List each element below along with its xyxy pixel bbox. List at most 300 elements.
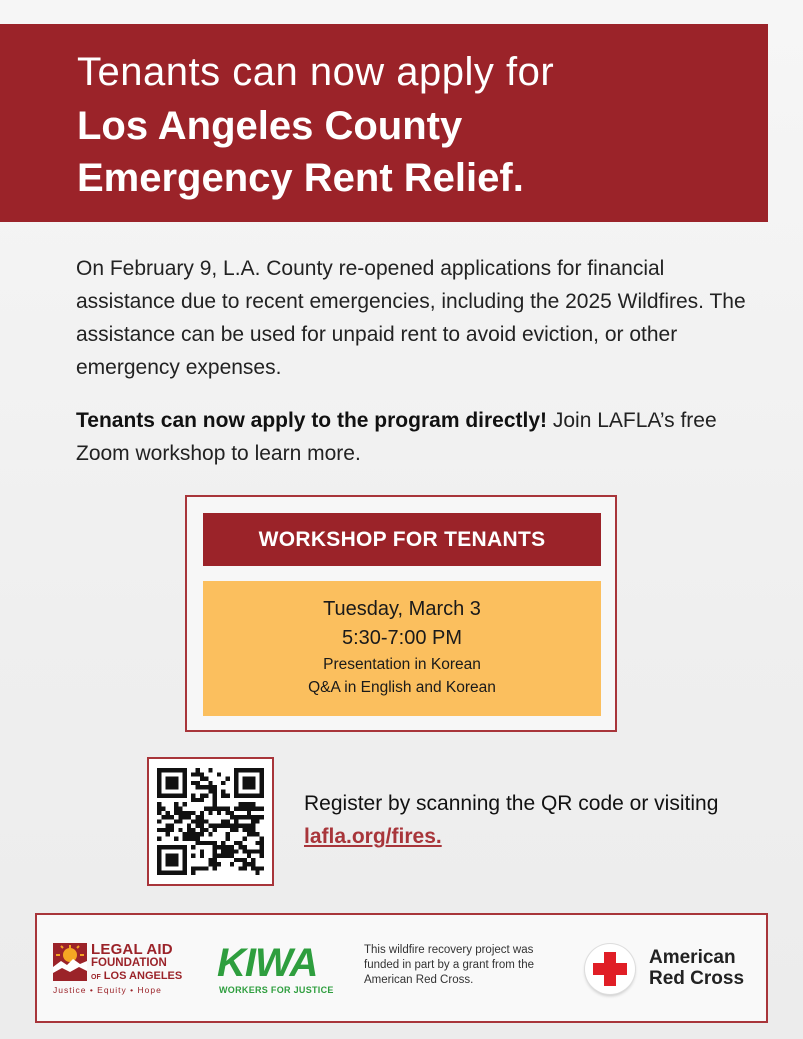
qr-module: [247, 854, 251, 858]
qr-module: [191, 819, 195, 823]
qr-module: [200, 777, 204, 781]
qr-module: [183, 768, 187, 772]
title-line-2: Los Angeles County: [77, 104, 463, 148]
qr-module: [230, 828, 234, 832]
qr-module: [196, 815, 200, 819]
qr-module: [183, 836, 187, 840]
qr-module: [230, 845, 234, 849]
qr-module: [170, 768, 174, 772]
qr-module: [196, 781, 200, 785]
qr-module: [260, 772, 264, 776]
workshop-header: WORKSHOP FOR TENANTS: [203, 513, 601, 566]
qr-module: [221, 824, 225, 828]
qr-module: [196, 785, 200, 789]
qr-module: [255, 841, 259, 845]
qr-module: [170, 871, 174, 875]
qr-module: [157, 854, 161, 858]
qr-module: [260, 777, 264, 781]
qr-module: [191, 794, 195, 798]
qr-module: [178, 815, 182, 819]
qr-module: [225, 819, 229, 823]
qr-module: [243, 845, 247, 849]
qr-module: [260, 768, 264, 772]
qr-module: [221, 845, 225, 849]
qr-module: [166, 768, 170, 772]
qr-module: [225, 845, 229, 849]
workshop-details: [203, 581, 601, 716]
qr-module: [243, 858, 247, 862]
qr-module: [213, 794, 217, 798]
qr-module: [157, 811, 161, 815]
qr-module: [187, 811, 191, 815]
qr-module: [178, 807, 182, 811]
qr-module: [183, 789, 187, 793]
qr-module: [243, 836, 247, 840]
qr-module: [187, 832, 191, 836]
qr-module: [213, 785, 217, 789]
workshop-time: 5:30-7:00 PM: [341, 627, 463, 649]
qr-module: [166, 811, 170, 815]
qr-module: [161, 794, 165, 798]
qr-module: [234, 794, 238, 798]
qr-module: [196, 832, 200, 836]
qr-module: [243, 794, 247, 798]
qr-module: [191, 836, 195, 840]
qr-module: [204, 841, 208, 845]
qr-module: [247, 794, 251, 798]
qr-module: [255, 815, 259, 819]
qr-module: [247, 828, 251, 832]
sponsor-footer: [35, 913, 768, 1023]
qr-module: [204, 828, 208, 832]
qr-module: [213, 802, 217, 806]
qr-module: [247, 781, 251, 785]
qr-module: [247, 807, 251, 811]
qr-module: [247, 777, 251, 781]
qr-module: [251, 815, 255, 819]
qr-module: [238, 802, 242, 806]
qr-module: [243, 768, 247, 772]
qr-module: [255, 807, 259, 811]
qr-module: [183, 777, 187, 781]
qr-module: [230, 811, 234, 815]
qr-module: [191, 871, 195, 875]
qr-module: [251, 828, 255, 832]
qr-module: [200, 832, 204, 836]
qr-module: [255, 794, 259, 798]
lafla-name-line-1: LEGAL AID: [91, 941, 173, 958]
qr-module: [166, 845, 170, 849]
title-banner: [0, 24, 768, 222]
qr-module: [243, 849, 247, 853]
red-cross-symbol: [585, 944, 635, 994]
qr-module: [238, 845, 242, 849]
qr-module: [170, 815, 174, 819]
qr-module: [255, 866, 259, 870]
qr-module: [213, 854, 217, 858]
qr-module: [213, 841, 217, 845]
cta-bold: Tenants can now apply to the program directly!: [76, 409, 548, 432]
qr-module: [238, 807, 242, 811]
qr-module: [170, 785, 174, 789]
qr-module: [200, 849, 204, 853]
qr-module: [166, 832, 170, 836]
qr-module: [260, 845, 264, 849]
qr-module: [234, 785, 238, 789]
qr-module: [191, 781, 195, 785]
register-instructions: Register by scanning the QR code or visiting: [304, 792, 719, 815]
qr-module: [225, 849, 229, 853]
qr-module: [157, 794, 161, 798]
qr-module: [183, 862, 187, 866]
qr-module: [238, 841, 242, 845]
qr-module: [260, 866, 264, 870]
qr-module: [213, 828, 217, 832]
qr-module: [208, 768, 212, 772]
qr-module: [200, 866, 204, 870]
qr-module: [183, 785, 187, 789]
qr-module: [243, 802, 247, 806]
qr-module: [243, 862, 247, 866]
qr-module: [204, 819, 208, 823]
qr-module: [157, 828, 161, 832]
qr-module: [217, 807, 221, 811]
qr-module: [251, 858, 255, 862]
workshop-date: Tuesday, March 3: [323, 598, 481, 620]
qr-module: [208, 832, 212, 836]
lafla-logo: [53, 939, 203, 999]
qr-module: [234, 824, 238, 828]
qr-module: [251, 849, 255, 853]
qr-module: [157, 866, 161, 870]
qr-module: [251, 768, 255, 772]
qr-module: [238, 768, 242, 772]
qr-module: [174, 794, 178, 798]
qr-module: [178, 811, 182, 815]
qr-module: [174, 845, 178, 849]
qr-module: [225, 794, 229, 798]
qr-module: [243, 781, 247, 785]
kiwa-name: KIWA: [217, 941, 318, 985]
qr-module: [251, 807, 255, 811]
qr-module: [208, 807, 212, 811]
qr-module: [183, 811, 187, 815]
funding-note: This wildfire recovery project was funded in part by a grant from the American Red Cross.: [364, 944, 535, 986]
qr-module: [178, 828, 182, 832]
register-text: [304, 787, 724, 853]
qr-module: [166, 871, 170, 875]
lafla-tagline: Justice • Equity • Hope: [53, 985, 162, 995]
title-line-3: Emergency Rent Relief.: [77, 156, 524, 200]
qr-module: [157, 785, 161, 789]
qr-module: [251, 794, 255, 798]
qr-module: [191, 866, 195, 870]
qr-module: [243, 807, 247, 811]
qr-module: [157, 777, 161, 781]
qr-module: [251, 819, 255, 823]
qr-module: [200, 811, 204, 815]
qr-module: [183, 871, 187, 875]
qr-module: [178, 845, 182, 849]
qr-module: [170, 794, 174, 798]
qr-module: [234, 781, 238, 785]
qr-module: [243, 824, 247, 828]
qr-module: [238, 866, 242, 870]
qr-module: [157, 789, 161, 793]
qr-module: [174, 785, 178, 789]
qr-module: [161, 815, 165, 819]
qr-module: [234, 815, 238, 819]
qr-module: [251, 785, 255, 789]
qr-module: [200, 819, 204, 823]
qr-module: [196, 772, 200, 776]
qr-module: [234, 819, 238, 823]
qr-module: [183, 832, 187, 836]
qr-module: [213, 824, 217, 828]
qr-module: [208, 824, 212, 828]
qr-module: [213, 849, 217, 853]
qr-module: [251, 824, 255, 828]
qr-module: [204, 866, 208, 870]
qr-module: [221, 781, 225, 785]
qr-module: [174, 836, 178, 840]
qr-module: [170, 824, 174, 828]
qr-module: [255, 819, 259, 823]
qr-module: [174, 811, 178, 815]
qr-module: [174, 802, 178, 806]
qr-module: [191, 811, 195, 815]
lafla-los-angeles: LOS ANGELES: [103, 970, 183, 982]
qr-module: [157, 772, 161, 776]
kiwa-tagline: WORKERS FOR JUSTICE: [219, 985, 334, 995]
qr-module: [191, 832, 195, 836]
qr-module: [174, 781, 178, 785]
qr-module: [255, 849, 259, 853]
qr-module: [251, 862, 255, 866]
qr-module: [247, 785, 251, 789]
qr-module: [200, 824, 204, 828]
qr-module: [208, 785, 212, 789]
qr-module: [238, 858, 242, 862]
qr-module: [260, 815, 264, 819]
qr-module: [255, 768, 259, 772]
qr-module: [187, 824, 191, 828]
qr-module: [174, 871, 178, 875]
qr-module: [183, 815, 187, 819]
qr-module: [221, 841, 225, 845]
qr-module: [221, 819, 225, 823]
qr-module: [260, 841, 264, 845]
qr-module: [204, 794, 208, 798]
qr-module: [161, 871, 165, 875]
qr-module: [260, 785, 264, 789]
qr-module: [243, 828, 247, 832]
qr-module: [251, 802, 255, 806]
qr-module: [230, 815, 234, 819]
qr-module: [170, 781, 174, 785]
qr-module: [208, 858, 212, 862]
register-link[interactable]: lafla.org/fires.: [304, 825, 442, 848]
qr-module: [230, 824, 234, 828]
qr-module: [225, 811, 229, 815]
qr-module: [174, 858, 178, 862]
lafla-logo-icon: [53, 943, 87, 981]
qr-module: [247, 768, 251, 772]
qr-module: [183, 866, 187, 870]
qr-module: [247, 815, 251, 819]
qr-module: [196, 768, 200, 772]
qr-module: [234, 858, 238, 862]
qr-module: [230, 854, 234, 858]
qr-module: [225, 832, 229, 836]
qr-module: [204, 785, 208, 789]
qr-module: [196, 841, 200, 845]
qr-module: [243, 866, 247, 870]
qr-module: [157, 807, 161, 811]
qr-module: [225, 777, 229, 781]
qr-module: [196, 866, 200, 870]
qr-module: [217, 854, 221, 858]
red-cross-logo: [585, 941, 765, 1001]
qr-module: [174, 768, 178, 772]
qr-module: [191, 798, 195, 802]
qr-module: [234, 789, 238, 793]
qr-module: [157, 849, 161, 853]
qr-module: [157, 858, 161, 862]
qr-module: [260, 854, 264, 858]
qr-module: [174, 862, 178, 866]
qr-module: [217, 772, 221, 776]
qr-module: [208, 781, 212, 785]
qr-module: [208, 811, 212, 815]
qr-module: [170, 828, 174, 832]
qr-module: [208, 862, 212, 866]
qr-module: [200, 794, 204, 798]
qr-module: [174, 819, 178, 823]
workshop-qa-language: Q&A in English and Korean: [308, 679, 496, 696]
qr-module: [178, 768, 182, 772]
qr-code-graphic: [157, 767, 264, 876]
qr-module: [238, 815, 242, 819]
intro-paragraph: On February 9, L.A. County re-opened applications for financial assistance due to recent emergencies, including the 2025 Wildfires. The assistance can be used for unpaid rent to avoid eviction, or other emergency expenses.: [76, 257, 746, 379]
red-cross-icon: [585, 944, 635, 994]
qr-module: [157, 802, 161, 806]
qr-module: [221, 854, 225, 858]
qr-module: [225, 824, 229, 828]
qr-module: [183, 772, 187, 776]
qr-module: [217, 811, 221, 815]
qr-module: [260, 781, 264, 785]
qr-module: [247, 811, 251, 815]
qr-module: [157, 845, 161, 849]
qr-module: [166, 828, 170, 832]
qr-module: [166, 858, 170, 862]
qr-module: [157, 819, 161, 823]
qr-module: [221, 807, 225, 811]
qr-module: [234, 807, 238, 811]
qr-module: [178, 871, 182, 875]
red-cross-name: [649, 947, 744, 989]
qr-module: [234, 841, 238, 845]
qr-module: [157, 781, 161, 785]
qr-module: [238, 824, 242, 828]
qr-module: [187, 828, 191, 832]
qr-module: [200, 815, 204, 819]
qr-module: [196, 824, 200, 828]
qr-module: [191, 828, 195, 832]
qr-module: [183, 849, 187, 853]
qr-module: [247, 824, 251, 828]
qr-module: [166, 781, 170, 785]
qr-module: [170, 854, 174, 858]
qr-module: [191, 854, 195, 858]
qr-module: [161, 768, 165, 772]
qr-module: [225, 854, 229, 858]
qr-module: [183, 845, 187, 849]
qr-module: [238, 794, 242, 798]
qr-module: [170, 862, 174, 866]
workshop-presentation-language: Presentation in Korean: [323, 656, 481, 673]
qr-module: [234, 768, 238, 772]
qr-module: [221, 794, 225, 798]
qr-module: [213, 866, 217, 870]
qr-module: [174, 854, 178, 858]
qr-module: [196, 836, 200, 840]
qr-module: [200, 841, 204, 845]
qr-module: [213, 858, 217, 862]
qr-module: [200, 798, 204, 802]
qr-module: [247, 832, 251, 836]
qr-module: [200, 828, 204, 832]
qr-module: [217, 862, 221, 866]
qr-module: [166, 777, 170, 781]
qr-module: [200, 854, 204, 858]
qr-module: [178, 819, 182, 823]
qr-module: [161, 807, 165, 811]
qr-module: [166, 785, 170, 789]
qr-module: [174, 807, 178, 811]
qr-module: [204, 777, 208, 781]
qr-module: [187, 815, 191, 819]
qr-module: [247, 862, 251, 866]
qr-module: [251, 832, 255, 836]
qr-module: [225, 836, 229, 840]
qr-module: [247, 802, 251, 806]
qr-module: [200, 785, 204, 789]
qr-module: [170, 777, 174, 781]
qr-module: [234, 772, 238, 776]
qr-module: [208, 789, 212, 793]
qr-module: [166, 815, 170, 819]
qr-module: [225, 807, 229, 811]
lafla-name-line-3: [91, 970, 182, 982]
qr-module: [213, 798, 217, 802]
qr-module: [234, 849, 238, 853]
qr-module: [157, 871, 161, 875]
qr-code-icon[interactable]: [147, 757, 274, 886]
qr-module: [213, 807, 217, 811]
qr-module: [213, 862, 217, 866]
qr-module: [166, 824, 170, 828]
qr-module: [196, 798, 200, 802]
lafla-name-line-2: FOUNDATION: [91, 957, 167, 969]
qr-module: [213, 789, 217, 793]
qr-module: [251, 781, 255, 785]
qr-module: [251, 777, 255, 781]
kiwa-logo: [217, 941, 337, 1001]
qr-module: [170, 858, 174, 862]
qr-module: [260, 794, 264, 798]
